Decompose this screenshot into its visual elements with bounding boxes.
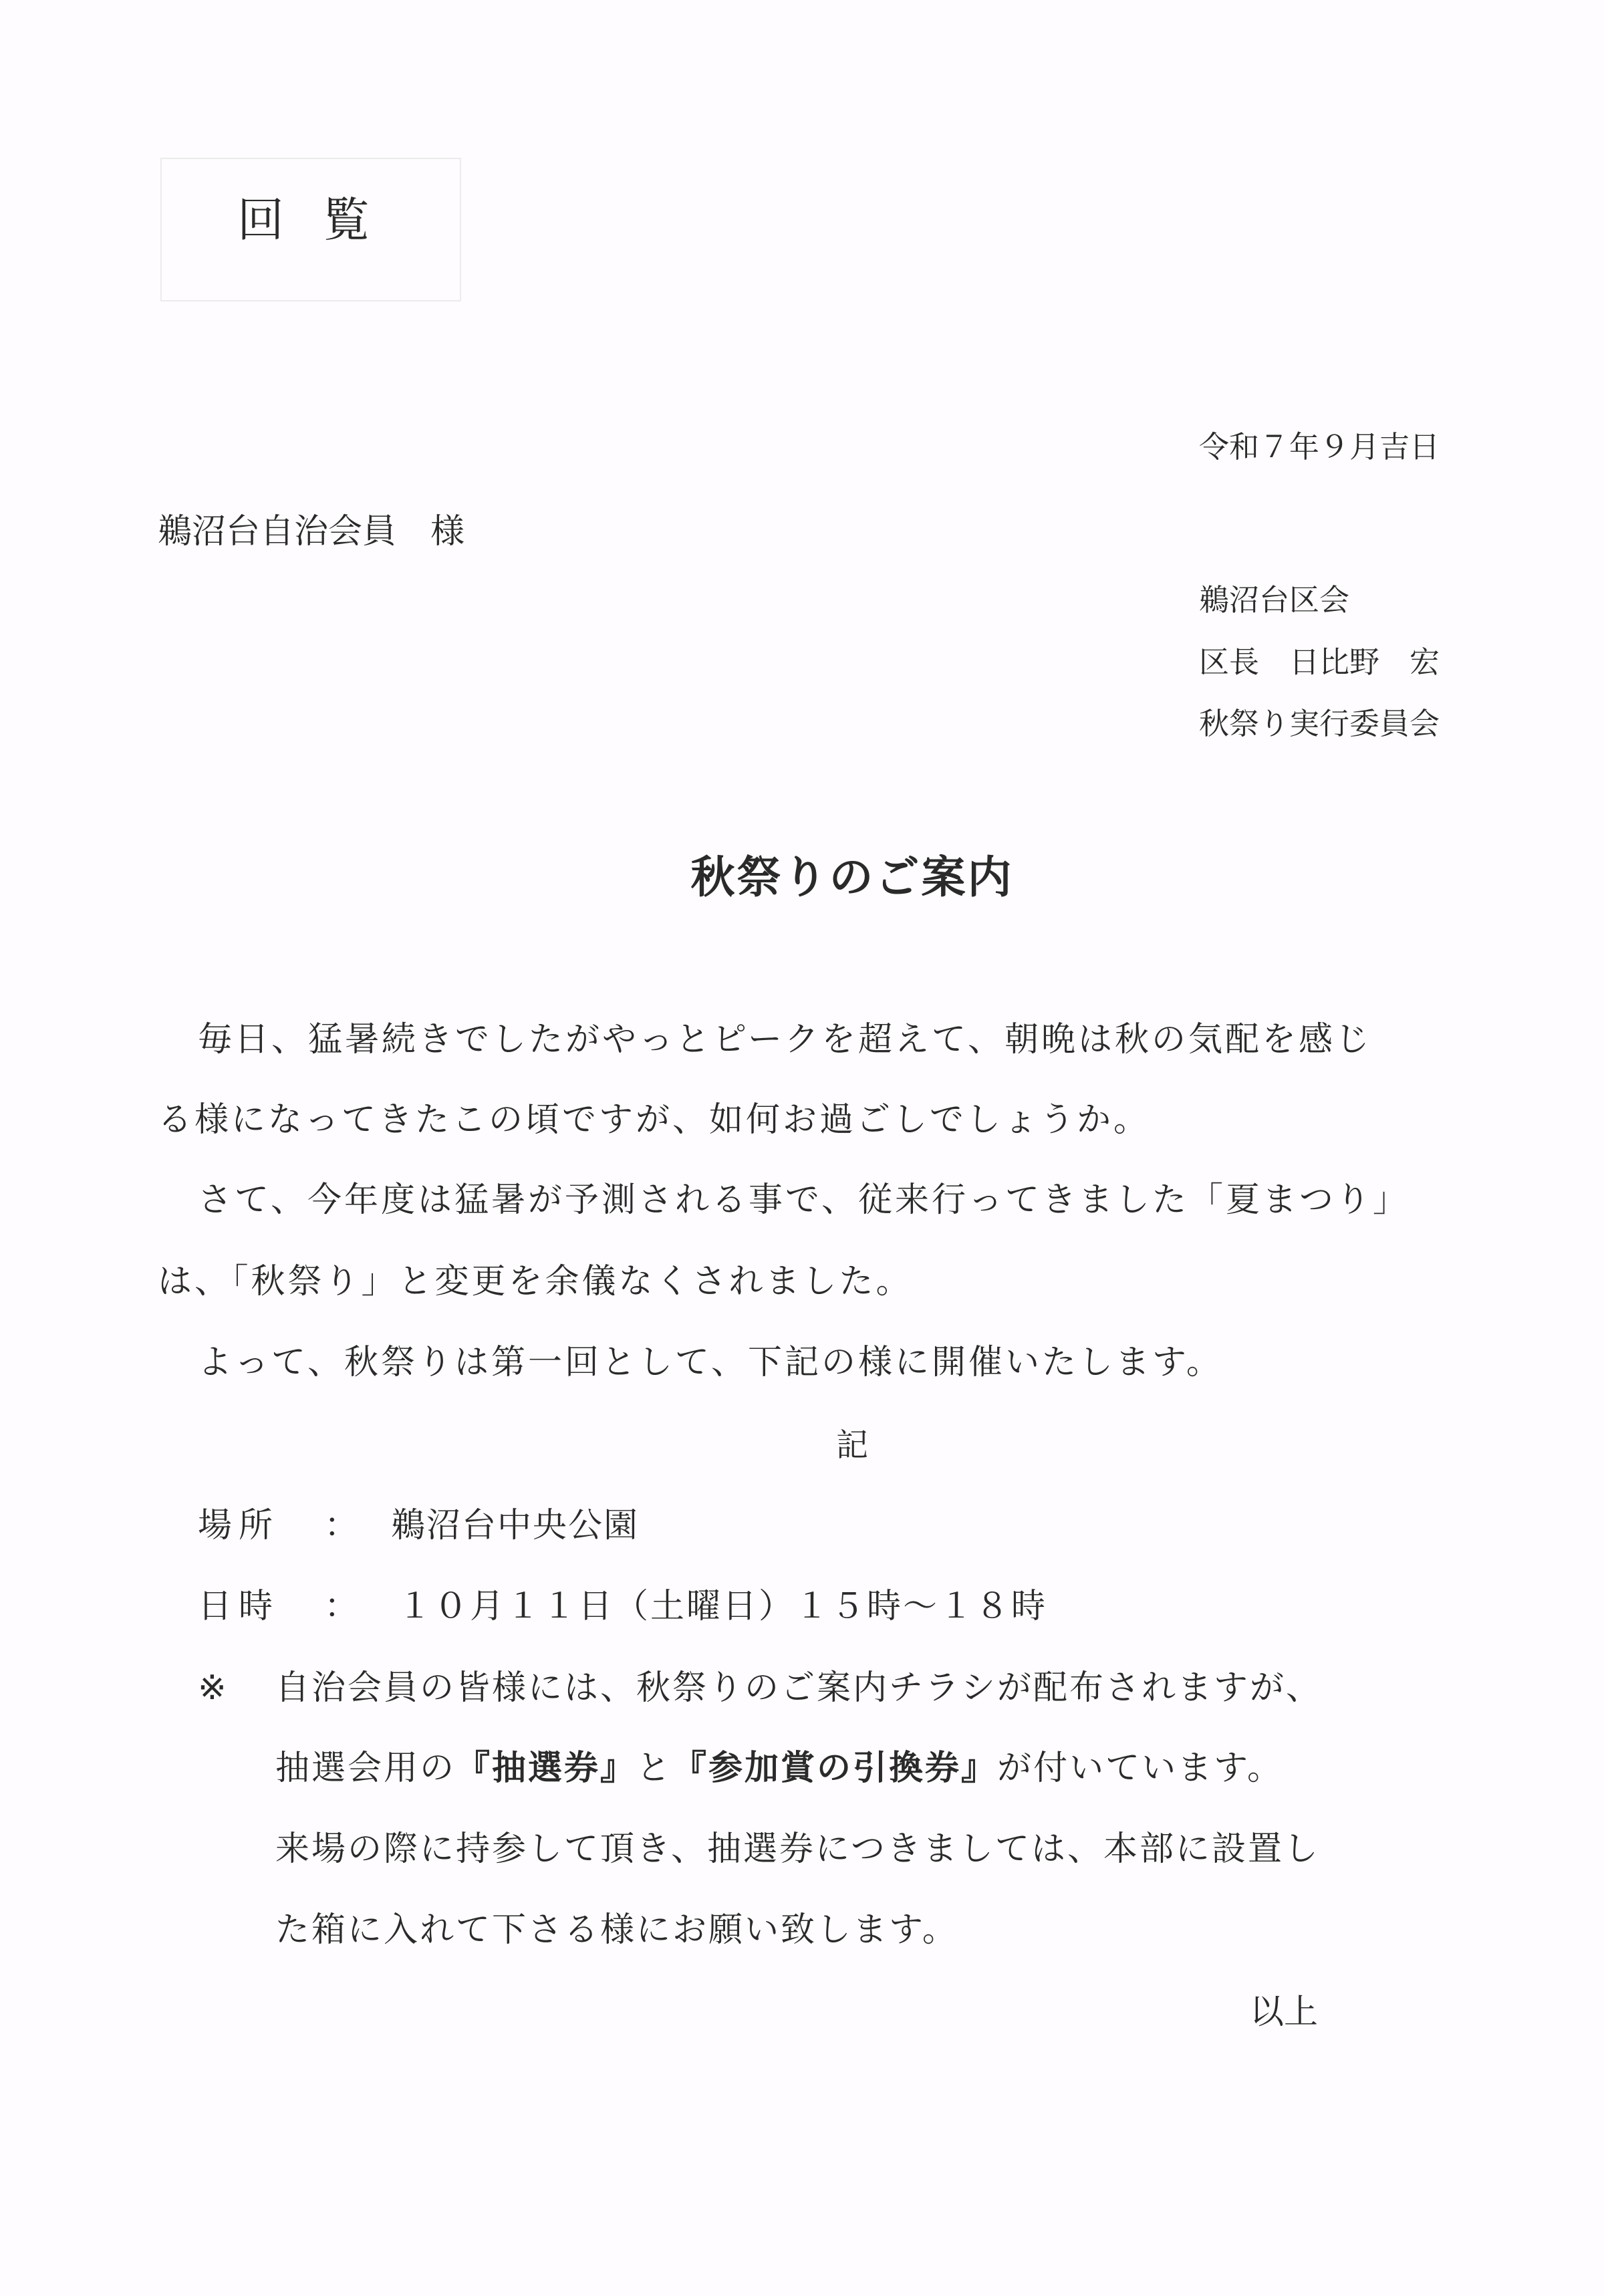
addressee: 鵜沼台自治会員 様	[158, 512, 465, 551]
note-mark: ※	[198, 1668, 227, 1708]
place-colon: ：	[324, 1506, 359, 1545]
sender-chief: 区長 日比野 宏	[1199, 644, 1440, 680]
time-label: 日時	[198, 1587, 280, 1626]
note-line-3: 来場の際に持参して頂き、抽選券につきましては、本部に設置し	[275, 1829, 1320, 1869]
closing-ijo: 以上	[1250, 1993, 1319, 2032]
time-colon: ：	[324, 1587, 359, 1626]
document-date: 令和７年９月吉日	[1199, 429, 1440, 465]
time-value: １０月１１日（土曜日）１５時～１８時	[398, 1587, 1048, 1626]
note-line-4: た箱に入れて下さる様にお願い致します。	[275, 1910, 958, 1950]
prize-exchange-ticket: 『参加賞の引換券』	[672, 1749, 998, 1788]
sender-organization: 鵜沼台区会	[1199, 582, 1350, 618]
lottery-ticket: 『抽選券』	[456, 1749, 637, 1788]
body-line-2: る様になってきたこの頃ですが、如何お過ごしでしょうか。	[158, 1100, 1151, 1140]
body-line-3: さて、今年度は猛暑が予測される事で、従来行ってきました「夏まつり」	[198, 1180, 1410, 1220]
body-line-4: は、「秋祭り」と変更を余儀なくされました。	[158, 1262, 913, 1301]
note-line-2-pre: 抽選会用の	[275, 1749, 456, 1788]
ki-heading: 記	[835, 1426, 868, 1464]
circulation-label: 回覧	[237, 193, 408, 247]
note-line-2	[275, 1749, 1283, 1788]
note-line-2-post: が付いています。	[997, 1749, 1283, 1788]
note-line-1: 自治会員の皆様には、秋祭りのご案内チラシが配布されますが、	[275, 1668, 1323, 1708]
body-line-5: よって、秋祭りは第一回として、下記の様に開催いたします。	[198, 1343, 1223, 1382]
place-label: 場所	[198, 1506, 280, 1545]
note-line-2-mid: と	[636, 1749, 673, 1788]
body-line-1: 毎日、猛暑続きでしたがやっとピークを超えて、朝晩は秋の気配を感じ	[198, 1020, 1372, 1059]
sender-committee: 秋祭り実行委員会	[1199, 706, 1440, 741]
place-value: 鵜沼台中央公園	[391, 1506, 640, 1545]
document-title: 秋祭りのご案内	[690, 852, 1014, 903]
